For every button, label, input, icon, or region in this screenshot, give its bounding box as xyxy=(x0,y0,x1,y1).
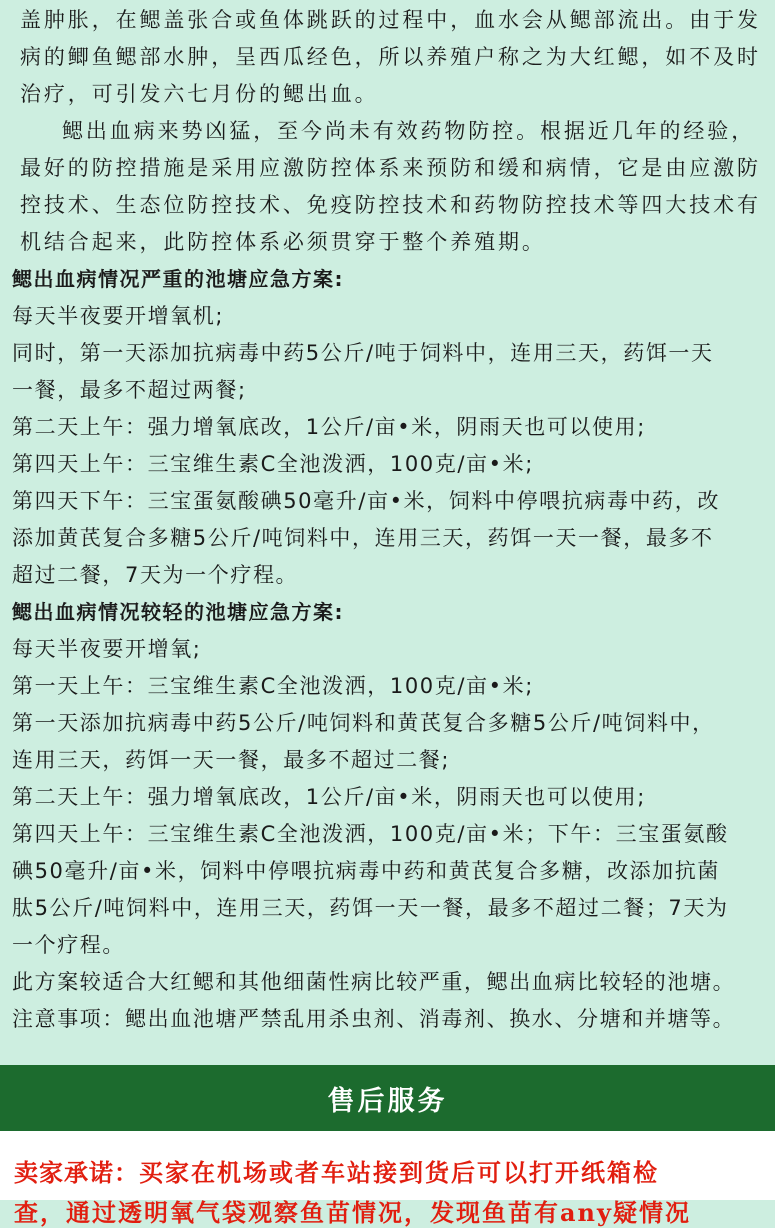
severe-plan-line: 第四天上午：三宝维生素C全池泼洒，100克/亩•米; xyxy=(12,452,534,476)
after-sales-banner xyxy=(0,1065,775,1131)
mild-plan-section xyxy=(0,594,775,1038)
promise-line-1 xyxy=(14,1153,659,1188)
mild-plan-line: 第四天上午：三宝维生素C全池泼洒，100克/亩•米；下午：三宝蛋氨酸 xyxy=(12,822,729,846)
mild-plan-line: 注意事项：鳃出血池塘严禁乱用杀虫剂、消毒剂、换水、分塘和并塘等。 xyxy=(12,1007,736,1031)
intro-section xyxy=(0,0,775,261)
promise-label: 卖家承诺： xyxy=(14,1158,139,1187)
intro-line: 病的鲫鱼鳃部水肿，呈西瓜经色，所以养殖户称之为大红鳃，如不及时 xyxy=(20,45,761,69)
severe-plan-line: 第二天上午：强力增氧底改，1公斤/亩•米，阴雨天也可以使用; xyxy=(12,415,646,439)
intro-line: 机结合起来，此防控体系必须贯穿于整个养殖期。 xyxy=(20,230,546,254)
severe-plan-heading: 鳃出血病情况严重的池塘应急方案: xyxy=(12,267,344,291)
intro-line: 鳃出血病来势凶猛，至今尚未有效药物防控。根据近几年的经验， xyxy=(62,119,756,143)
severe-plan-line: 每天半夜要开增氧机; xyxy=(12,304,225,328)
mild-plan-heading: 鳃出血病情况较轻的池塘应急方案: xyxy=(12,600,344,624)
promise-line-2 xyxy=(14,1193,691,1228)
intro-line: 最好的防控措施是采用应激防控体系来预防和缓和病情，它是由应激防 xyxy=(20,156,761,180)
mild-plan-line: 此方案较适合大红鳃和其他细菌性病比较严重，鳃出血病比较轻的池塘。 xyxy=(12,970,736,994)
mild-plan-line: 第一天添加抗病毒中药5公斤/吨饲料和黄芪复合多糖5公斤/吨饲料中， xyxy=(12,711,715,735)
severe-plan-line: 第四天下午：三宝蛋氨酸碘50毫升/亩•米，饲料中停喂抗病毒中药，改 xyxy=(12,489,720,513)
mild-plan-line: 碘50毫升/亩•米，饲料中停喂抗病毒中药和黄芪复合多糖，改添加抗菌 xyxy=(12,859,720,883)
intro-line: 控技术、生态位防控技术、免疫防控技术和药物防控技术等四大技术有 xyxy=(20,193,761,217)
severe-plan-section xyxy=(0,261,775,594)
mild-plan-line: 第二天上午：强力增氧底改，1公斤/亩•米，阴雨天也可以使用; xyxy=(12,785,646,809)
severe-plan-line: 超过二餐，7天为一个疗程。 xyxy=(12,563,299,587)
promise-text-continued: 查，通过透明氧气袋观察鱼苗情况，发现鱼苗有any疑情况 xyxy=(14,1198,691,1227)
mild-plan-line: 连用三天，药饵一天一餐，最多不超过二餐; xyxy=(12,748,451,772)
severe-plan-line: 一餐，最多不超过两餐; xyxy=(12,378,247,402)
promise-text: 买家在机场或者车站接到货后可以打开纸箱检 xyxy=(139,1158,659,1187)
mild-plan-line: 肽5公斤/吨饲料中，连用三天，药饵一天一餐，最多不超过二餐；7天为 xyxy=(12,896,729,920)
after-sales-title: 售后服务 xyxy=(327,1085,448,1117)
mild-plan-line: 每天半夜要开增氧; xyxy=(12,637,202,661)
intro-line: 治疗，可引发六七月份的鳃出血。 xyxy=(20,82,379,106)
severe-plan-line: 添加黄芪复合多糖5公斤/吨饲料中，连用三天，药饵一天一餐，最多不 xyxy=(12,526,714,550)
mild-plan-line: 一个疗程。 xyxy=(12,933,125,957)
seller-promise-section xyxy=(0,1131,775,1227)
severe-plan-line: 同时，第一天添加抗病毒中药5公斤/吨于饲料中，连用三天，药饵一天 xyxy=(12,341,714,365)
intro-line: 盖肿胀，在鳃盖张合或鱼体跳跃的过程中，血水会从鳃部流出。由于发 xyxy=(20,8,761,32)
mild-plan-line: 第一天上午：三宝维生素C全池泼洒，100克/亩•米; xyxy=(12,674,534,698)
